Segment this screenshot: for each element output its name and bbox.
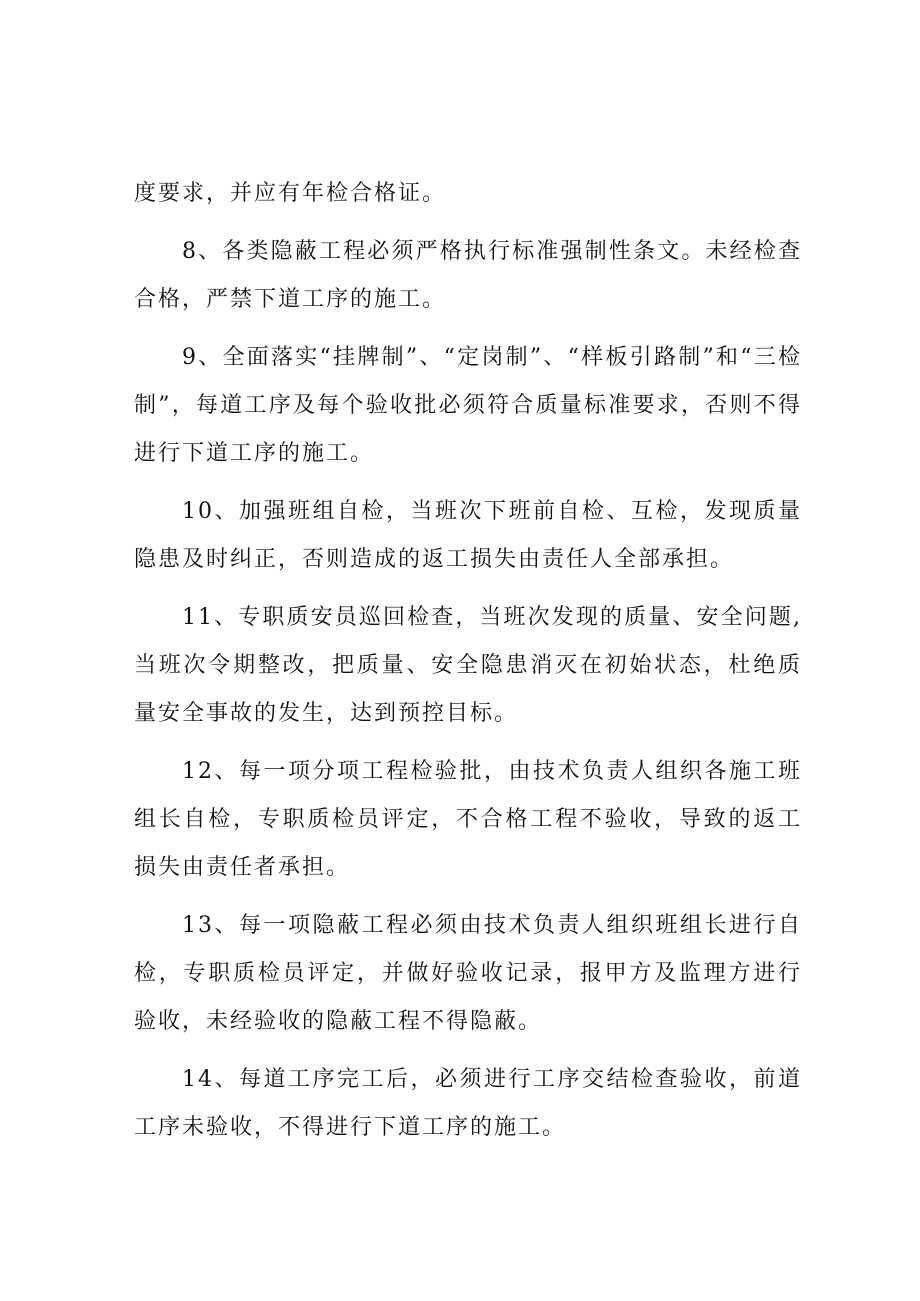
document-body [134,170,802,1162]
paragraph-item-13: 13、每一项隐蔽工程必须由技术负责人组织班组长进行自检，专职质检员评定，并做好验收记录，报甲方及监理方进行验收，未经验收的隐蔽工程不得隐蔽。 [134,913,802,1034]
paragraph-item-10: 10、加强班组自检，当班次下班前自检、互检，发现质量隐患及时纠正，否则造成的返工损失由责任人全部承担。 [134,499,802,572]
paragraph-item-9: 9、全面落实“挂牌制”、“定岗制”、“样板引路制”和“三检制”，每道工序及每个验收批必须符合质量标准要求，否则不得进行下道工序的施工。 [134,345,802,466]
paragraph-item-12: 12、每一项分项工程检验批，由技术负责人组织各施工班组长自检，专职质检员评定，不合格工程不验收，导致的返工损失由责任者承担。 [134,759,802,880]
paragraph-item-8: 8、各类隐蔽工程必须严格执行标准强制性条文。未经检查合格，严禁下道工序的施工。 [134,239,802,312]
paragraph-item-11: 11、专职质安员巡回检查，当班次发现的质量、安全问题,当班次令期整改，把质量、安全隐患消灭在初始状态，杜绝质量安全事故的发生，达到预控目标。 [134,605,802,726]
paragraph-continuation: 度要求，并应有年检合格证。 [134,181,447,206]
paragraph-item-14: 14、每道工序完工后，必须进行工序交结检查验收，前道工序未验收，不得进行下道工序的施工。 [134,1067,802,1140]
